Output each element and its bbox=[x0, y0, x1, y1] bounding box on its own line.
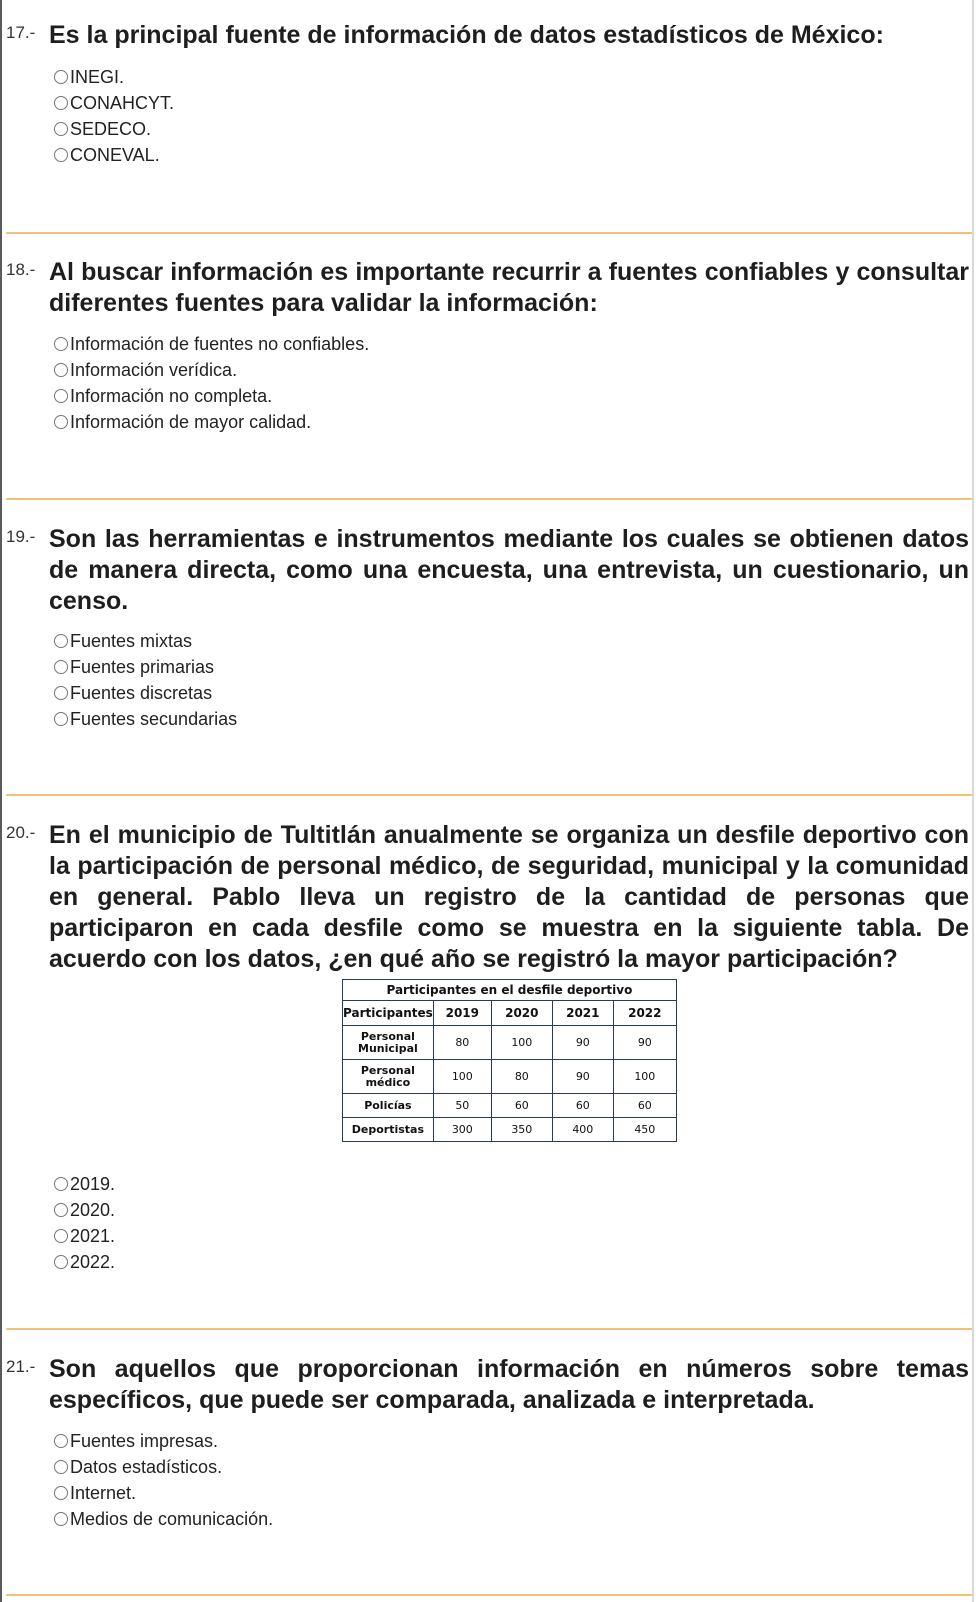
radio-icon[interactable] bbox=[54, 1177, 68, 1191]
radio-icon[interactable] bbox=[54, 122, 68, 136]
participants-table bbox=[342, 979, 677, 1142]
table-header-row bbox=[343, 1001, 677, 1026]
option-1[interactable] bbox=[54, 331, 369, 357]
table-title: Participantes en el desfile deportivo bbox=[343, 980, 677, 1001]
radio-icon[interactable] bbox=[54, 686, 68, 700]
option-list bbox=[54, 1171, 115, 1275]
radio-icon[interactable] bbox=[54, 1255, 68, 1269]
radio-icon[interactable] bbox=[54, 1434, 68, 1448]
option-label: Datos estadísticos. bbox=[70, 1456, 223, 1477]
option-label: Medios de comunicación. bbox=[70, 1508, 274, 1529]
table-cell: 100 bbox=[613, 1060, 676, 1094]
option-label: CONAHCYT. bbox=[70, 92, 175, 113]
divider bbox=[6, 1594, 972, 1596]
question-number: 19.- bbox=[6, 527, 36, 546]
question-number: 21.- bbox=[6, 1357, 36, 1376]
question-text: Es la principal fuente de información de datos estadísticos de México: bbox=[49, 21, 884, 49]
option-label: SEDECO. bbox=[70, 118, 152, 139]
divider bbox=[6, 232, 972, 234]
option-2020[interactable] bbox=[54, 1197, 115, 1223]
row-label: Personal médico bbox=[343, 1060, 434, 1094]
table-cell: 60 bbox=[613, 1094, 676, 1118]
option-conahcyt[interactable] bbox=[54, 90, 174, 116]
table-row bbox=[343, 1060, 677, 1094]
radio-icon[interactable] bbox=[54, 337, 68, 351]
option-label: 2019. bbox=[70, 1173, 116, 1194]
table-cell: 50 bbox=[433, 1094, 491, 1118]
radio-icon[interactable] bbox=[54, 1512, 68, 1526]
option-label: 2022. bbox=[70, 1251, 116, 1272]
table-cell: 90 bbox=[552, 1026, 613, 1060]
option-label: CONEVAL. bbox=[70, 144, 160, 165]
option-label: Fuentes secundarias bbox=[70, 708, 238, 729]
table-cell: 90 bbox=[552, 1060, 613, 1094]
option-label: Fuentes impresas. bbox=[70, 1430, 219, 1451]
question-number: 17.- bbox=[6, 23, 36, 42]
option-label: INEGI. bbox=[70, 66, 125, 87]
radio-icon[interactable] bbox=[54, 415, 68, 429]
option-label: Información verídica. bbox=[70, 359, 238, 380]
option-label: Información no completa. bbox=[70, 385, 273, 406]
radio-icon[interactable] bbox=[54, 1229, 68, 1243]
table-row bbox=[343, 1118, 677, 1142]
question-text: En el municipio de Tultitlán anualmente se organiza un desfile deportivo con la participación de personal médico, de seguridad, municipal y la comunidad en general. Pablo lleva un registro de la cantidad de personas que participaron en cada desfile como se muestra en la siguiente tabla. De acuerdo con los datos, ¿en qué año se registró la mayor participación? bbox=[49, 821, 969, 973]
option-label: Fuentes mixtas bbox=[70, 630, 193, 651]
radio-icon[interactable] bbox=[54, 363, 68, 377]
header-2022: 2022 bbox=[613, 1001, 676, 1026]
option-label: 2020. bbox=[70, 1199, 116, 1220]
radio-icon[interactable] bbox=[54, 1460, 68, 1474]
question-number: 20.- bbox=[6, 823, 36, 842]
option-2[interactable] bbox=[54, 1454, 273, 1480]
table-cell: 100 bbox=[433, 1060, 491, 1094]
option-2019[interactable] bbox=[54, 1171, 115, 1197]
table-cell: 60 bbox=[491, 1094, 552, 1118]
option-1[interactable] bbox=[54, 628, 237, 654]
header-2020: 2020 bbox=[491, 1001, 552, 1026]
table-cell: 80 bbox=[433, 1026, 491, 1060]
option-label: Internet. bbox=[70, 1482, 137, 1503]
radio-icon[interactable] bbox=[54, 389, 68, 403]
option-2[interactable] bbox=[54, 357, 369, 383]
radio-icon[interactable] bbox=[54, 660, 68, 674]
table-cell: 100 bbox=[491, 1026, 552, 1060]
table-cell: 450 bbox=[613, 1118, 676, 1142]
option-4[interactable] bbox=[54, 706, 237, 732]
table-cell: 400 bbox=[552, 1118, 613, 1142]
option-list bbox=[54, 628, 237, 732]
radio-icon[interactable] bbox=[54, 1486, 68, 1500]
divider bbox=[6, 794, 972, 796]
radio-icon[interactable] bbox=[54, 634, 68, 648]
question-text: Al buscar información es importante recurrir a fuentes confiables y consultar diferentes fuentes para validar la información: bbox=[49, 258, 969, 317]
table-cell: 80 bbox=[491, 1060, 552, 1094]
header-2021: 2021 bbox=[552, 1001, 613, 1026]
option-2021[interactable] bbox=[54, 1223, 115, 1249]
question-number: 18.- bbox=[6, 260, 36, 279]
row-label: Policías bbox=[343, 1094, 434, 1118]
question-text: Son aquellos que proporcionan información en números sobre temas específicos, que puede ser comparada, analizada e interpretada. bbox=[49, 1355, 969, 1414]
divider bbox=[6, 498, 972, 500]
option-label: Información de fuentes no confiables. bbox=[70, 333, 370, 354]
option-label: 2021. bbox=[70, 1225, 116, 1246]
option-3[interactable] bbox=[54, 680, 237, 706]
option-3[interactable] bbox=[54, 383, 369, 409]
header-participantes: Participantes bbox=[343, 1001, 434, 1026]
option-label: Fuentes discretas bbox=[70, 682, 213, 703]
option-coneval[interactable] bbox=[54, 142, 174, 168]
left-border bbox=[0, 0, 2, 1602]
radio-icon[interactable] bbox=[54, 70, 68, 84]
option-sedeco[interactable] bbox=[54, 116, 174, 142]
divider bbox=[6, 1328, 972, 1330]
option-2022[interactable] bbox=[54, 1249, 115, 1275]
option-2[interactable] bbox=[54, 654, 237, 680]
header-2019: 2019 bbox=[433, 1001, 491, 1026]
option-4[interactable] bbox=[54, 1506, 273, 1532]
row-label: Personal Municipal bbox=[343, 1026, 434, 1060]
table-cell: 90 bbox=[613, 1026, 676, 1060]
radio-icon[interactable] bbox=[54, 148, 68, 162]
table-cell: 60 bbox=[552, 1094, 613, 1118]
option-3[interactable] bbox=[54, 1480, 273, 1506]
option-inegi[interactable] bbox=[54, 64, 174, 90]
option-list bbox=[54, 331, 369, 435]
option-label: Fuentes primarias bbox=[70, 656, 215, 677]
radio-icon[interactable] bbox=[54, 96, 68, 110]
option-list bbox=[54, 1428, 273, 1532]
question-text: Son las herramientas e instrumentos mediante los cuales se obtienen datos de manera directa, como una encuesta, una entrevista, un cuestionario, un censo. bbox=[49, 525, 969, 615]
table-row bbox=[343, 1026, 677, 1060]
option-list bbox=[54, 64, 174, 168]
table-cell: 300 bbox=[433, 1118, 491, 1142]
option-label: Información de mayor calidad. bbox=[70, 411, 312, 432]
option-4[interactable] bbox=[54, 409, 369, 435]
row-label: Deportistas bbox=[343, 1118, 434, 1142]
radio-icon[interactable] bbox=[54, 1203, 68, 1217]
radio-icon[interactable] bbox=[54, 712, 68, 726]
right-border bbox=[972, 0, 974, 1602]
table-cell: 350 bbox=[491, 1118, 552, 1142]
option-1[interactable] bbox=[54, 1428, 273, 1454]
table-row bbox=[343, 1094, 677, 1118]
